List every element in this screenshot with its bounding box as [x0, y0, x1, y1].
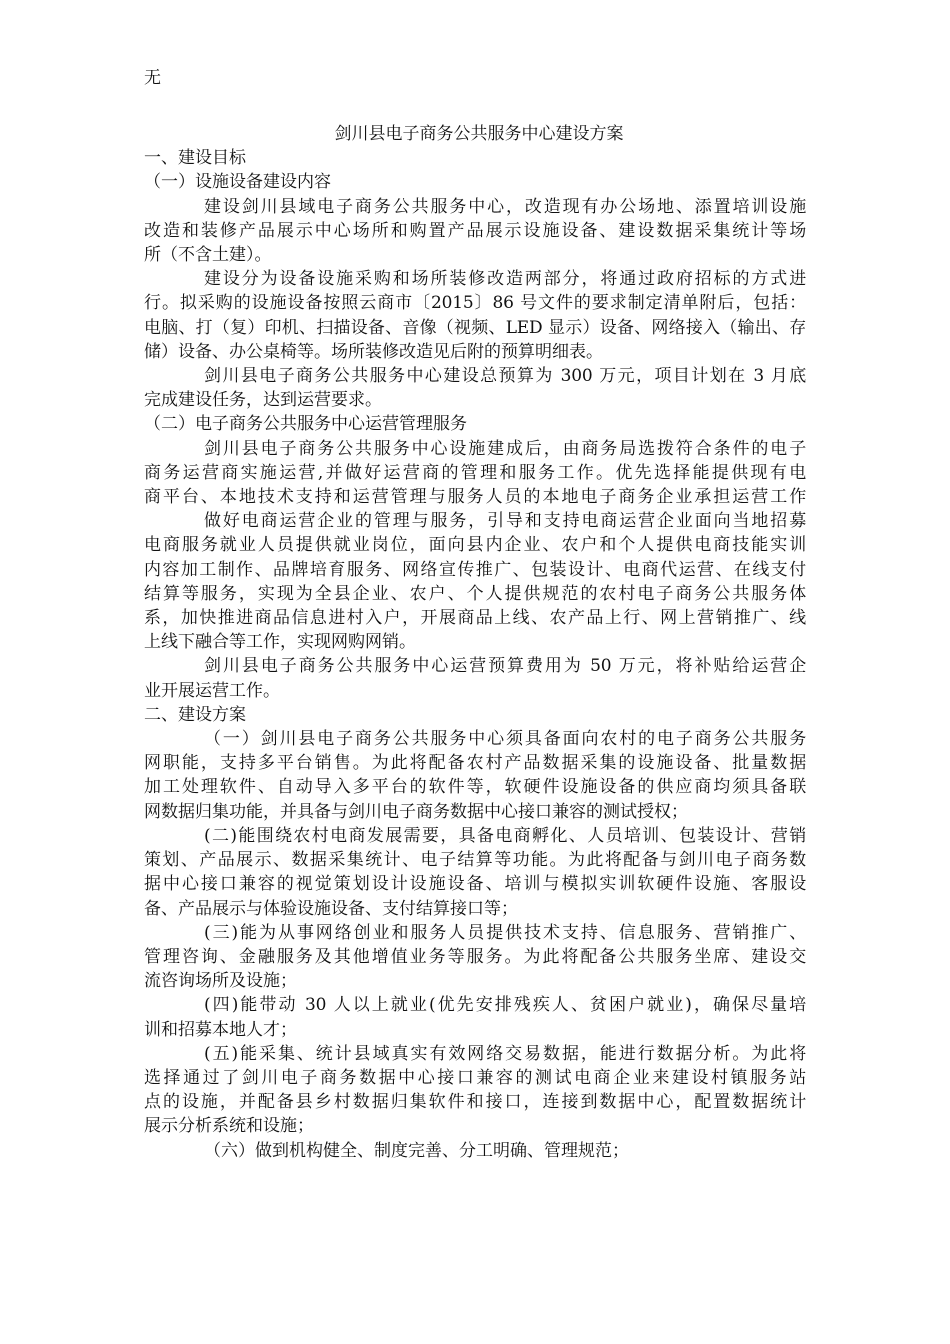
text-line: 储）设备、办公桌椅等。场所装修改造见后附的预算明细表。 [144, 341, 603, 362]
text-line: 商平台、本地技术支持和运营管理与服务人员的本地电子商务企业承担运营工作 [144, 487, 806, 508]
document-lines [144, 146, 806, 1163]
text-line: 剑川县电子商务公共服务中心建设总预算为 300 万元，项目计划在 3 月底 [204, 366, 806, 387]
text-line: 行。拟采购的设施设备按照云商市〔2015〕86 号文件的要求制定清单附后，包括： [144, 293, 806, 314]
text-line: 二、建设方案 [144, 704, 246, 725]
text-line: 系，加快推进商品信息进村入户，开展商品上线、农产品上行、网上营销推广、线 [144, 608, 806, 629]
text-line: 据中心接口兼容的视觉策划设计设施设备、培训与模拟实训软硬件设施、客服设 [144, 874, 806, 895]
document-title: 剑川县电子商务公共服务中心建设方案 [334, 124, 624, 144]
text-line: 剑川县电子商务公共服务中心运营预算费用为 50 万元，将补贴给运营企 [204, 656, 806, 677]
header-mark: 无 [144, 68, 161, 88]
text-line: (二)能围绕农村电商发展需要，具备电商孵化、人员培训、包装设计、营销 [204, 825, 806, 846]
text-line: 建设剑川县域电子商务公共服务中心，改造现有办公场地、添置培训设施 [204, 196, 806, 217]
text-line: 点的设施，并配备县乡村数据归集软件和接口，连接到数据中心，配置数据统计 [144, 1092, 806, 1113]
text-line: 电商服务就业人员提供就业岗位，面向县内企业、农户和个人提供电商技能实训 [144, 535, 806, 556]
text-line: 一、建设目标 [144, 148, 246, 169]
text-line: （一）剑川县电子商务公共服务中心须具备面向农村的电子商务公共服务 [204, 729, 806, 750]
text-line: 管理咨询、金融服务及其他增值业务等服务。为此将配备公共服务坐席、建设交 [144, 946, 806, 967]
text-line: （一）设施设备建设内容 [144, 172, 331, 193]
text-line: 训和招募本地人才； [144, 1019, 297, 1040]
text-line: 所（不含土建）。 [144, 245, 272, 266]
text-line: (四)能带动 30 人以上就业(优先安排残疾人、贫困户就业)，确保尽量培 [204, 995, 806, 1016]
text-line: （六）做到机构健全、制度完善、分工明确、管理规范； [204, 1140, 629, 1161]
document-body [144, 122, 806, 1163]
text-line: 选择通过了剑川电子商务数据中心接口兼容的测试电商企业来建设村镇服务站 [144, 1067, 806, 1088]
text-line: 建设分为设备设施采购和场所装修改造两部分，将通过政府招标的方式进 [204, 269, 806, 290]
text-line: 做好电商运营企业的管理与服务，引导和支持电商运营企业面向当地招募 [204, 511, 806, 532]
text-line: 完成建设任务，达到运营要求。 [144, 390, 382, 411]
text-line: 剑川县电子商务公共服务中心设施建成后，由商务局选拨符合条件的电子 [204, 438, 806, 459]
text-line: (三)能为从事网络创业和服务人员提供技术支持、信息服务、营销推广、 [204, 922, 806, 943]
text-line: 业开展运营工作。 [144, 680, 280, 701]
text-line: 内容加工制作、品牌培育服务、网络宣传推广、包装设计、电商代运营、在线支付 [144, 559, 806, 580]
text-line: 结算等服务，实现为全县企业、农户、个人提供规范的农村电子商务公共服务体 [144, 583, 806, 604]
text-line: 网职能，支持多平台销售。为此将配备农村产品数据采集的设施设备、批量数据 [144, 753, 806, 774]
text-line: （二）电子商务公共服务中心运营管理服务 [144, 414, 467, 435]
text-line: 展示分析系统和设施； [144, 1116, 314, 1137]
text-line: (五)能采集、统计县域真实有效网络交易数据，能进行数据分析。为此将 [204, 1043, 806, 1064]
text-line: 改造和装修产品展示中心场所和购置产品展示设施设备、建设数据采集统计等场 [144, 220, 806, 241]
text-line: 备、产品展示与体验设施设备、支付结算接口等； [144, 898, 518, 919]
text-line: 加工处理软件、自动导入多平台的软件等，软硬件设施设备的供应商均须具备联 [144, 777, 806, 798]
text-line: 网数据归集功能，并具备与剑川电子商务数据中心接口兼容的测试授权； [144, 801, 688, 822]
text-line: 策划、产品展示、数据采集统计、电子结算等功能。为此将配备与剑川电子商务数 [144, 850, 806, 871]
text-line: 电脑、打（复）印机、扫描设备、音像（视频、LED 显示）设备、网络接入（输出、存 [144, 317, 806, 338]
text-line: 上线下融合等工作，实现网购网销。 [144, 632, 416, 653]
text-line: 商务运营商实施运营,并做好运营商的管理和服务工作。优先选择能提供现有电 [144, 462, 806, 483]
text-line: 流咨询场所及设施； [144, 971, 297, 992]
